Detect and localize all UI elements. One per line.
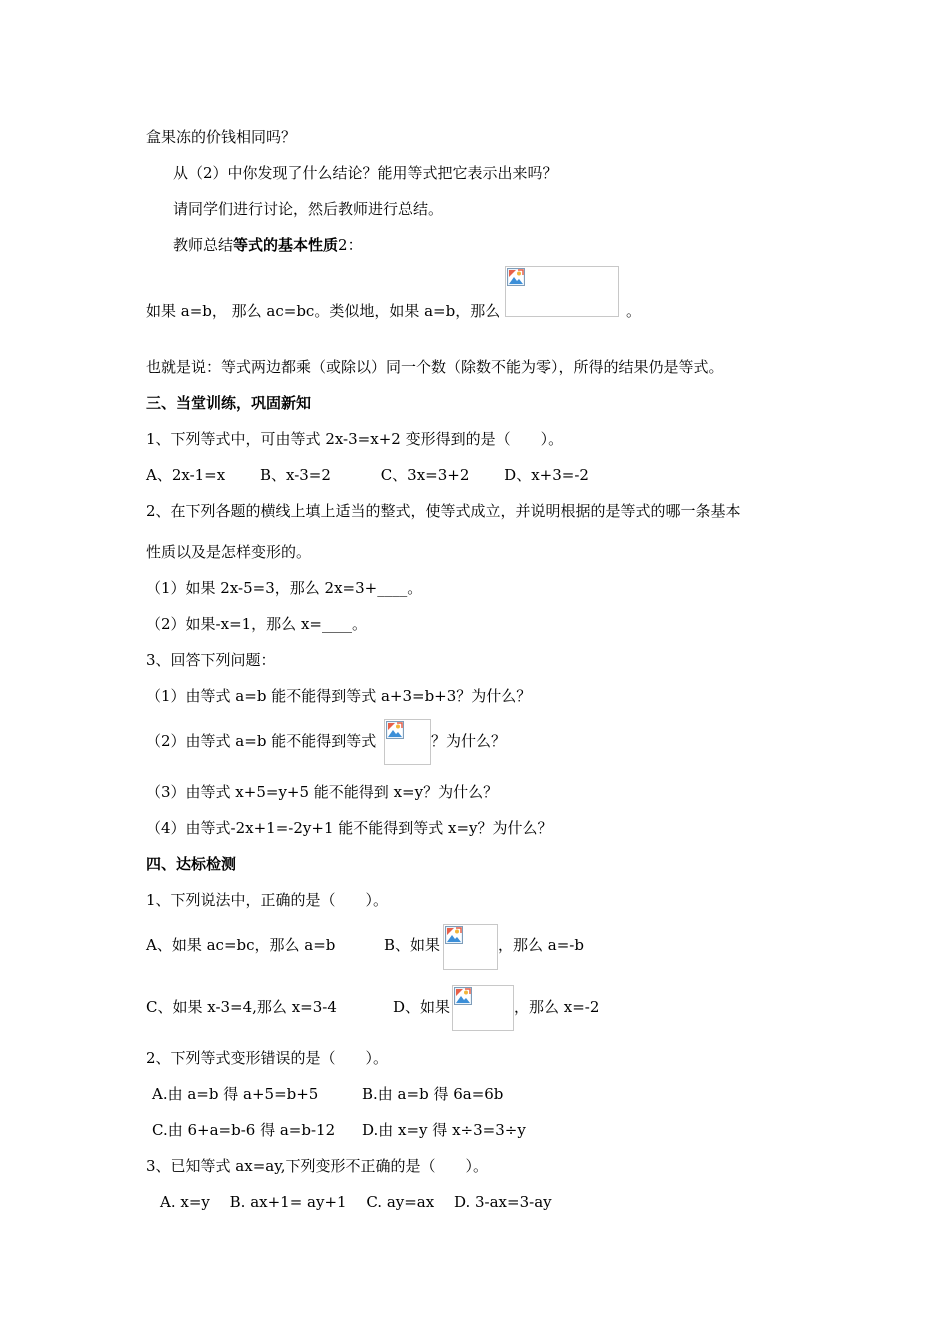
option-c: C.由 6+a=b-6 得 a=b-12 xyxy=(152,1121,336,1139)
option-a: A、如果 ac=bc，那么 a=b xyxy=(146,936,336,954)
broken-image-icon xyxy=(454,987,472,1005)
text-line: 也就是说：等式两边都乘（或除以）同一个数（除数不能为零），所得的结果仍是等式。 xyxy=(146,358,724,376)
text-line: 从（2）中你发现了什么结论？能用等式把它表示出来吗？ xyxy=(173,164,558,182)
sub-question: （4）由等式-2x+1=-2y+1 能不能得到等式 x=y？为什么？ xyxy=(146,819,553,837)
section-heading: 三、当堂训练，巩固新知 xyxy=(146,394,312,412)
text-run: 。 xyxy=(626,302,642,320)
text-line: 请同学们进行讨论，然后教师进行总结。 xyxy=(173,200,444,218)
text-run: 如果 a=b， 那么 ac=bc。类似地，如果 a=b，那么 xyxy=(146,302,501,320)
bold-term: 等式的基本性质 xyxy=(233,236,339,254)
question-continued: 性质以及是怎样变形的。 xyxy=(146,543,312,561)
text-run: 教师总结 xyxy=(173,236,234,254)
sub-question: （2）如果-x=1，那么 x=____。 xyxy=(146,615,367,633)
text-line: 盒果冻的价钱相同吗？ xyxy=(146,128,297,146)
question: 2、在下列各题的横线上填上适当的整式，使等式成立，并说明根据的是等式的哪一条基本 xyxy=(146,502,741,520)
sub-question: （1）由等式 a=b 能不能得到等式 a+3=b+3？为什么？ xyxy=(146,687,532,705)
broken-image-icon xyxy=(386,721,404,739)
question: 1、下列等式中，可由等式 2x-3=x+2 变形得到的是（ ）。 xyxy=(146,430,564,448)
broken-image-icon xyxy=(445,926,463,944)
sub-question: （1）如果 2x-5=3，那么 2x=3+____。 xyxy=(146,579,423,597)
text-run: ，那么 a=-b xyxy=(498,936,584,954)
question: 1、下列说法中，正确的是（ ）。 xyxy=(146,891,389,909)
text-run: ，那么 x=-2 xyxy=(514,998,600,1016)
question: 3、回答下列问题： xyxy=(146,651,276,669)
question: 3、已知等式 ax=ay,下列变形不正确的是（ ）。 xyxy=(146,1157,488,1175)
option-c: C、如果 x-3=4,那么 x=3-4 xyxy=(146,998,337,1016)
sub-question: （3）由等式 x+5=y+5 能不能得到 x=y？为什么？ xyxy=(146,783,499,801)
formula-image-placeholder xyxy=(443,924,498,970)
formula-image-placeholder xyxy=(505,266,619,317)
question: 2、下列等式变形错误的是（ ）。 xyxy=(146,1049,389,1067)
text-run: 2： xyxy=(338,236,363,254)
section-heading: 四、达标检测 xyxy=(146,855,237,873)
formula-image-placeholder xyxy=(384,719,431,765)
text-run: ？为什么？ xyxy=(431,732,507,750)
option-b: B、如果 xyxy=(384,936,441,954)
option-b: B.由 a=b 得 6a=6b xyxy=(362,1085,504,1103)
option-d: D、如果 xyxy=(393,998,451,1016)
options-line: A. x=y B. ax+1= ay+1 C. ay=ax D. 3-ax=3-ay xyxy=(160,1193,552,1211)
property-2-line xyxy=(173,235,363,255)
option-d: D.由 x=y 得 x÷3=3÷y xyxy=(362,1121,526,1139)
broken-image-icon xyxy=(507,268,525,286)
formula-image-placeholder xyxy=(452,985,514,1031)
text-run: （2）由等式 a=b 能不能得到等式 xyxy=(146,732,377,750)
options-line: A、2x-1=x B、x-3=2 C、3x=3+2 D、x+3=-2 xyxy=(146,466,589,484)
option-a: A.由 a=b 得 a+5=b+5 xyxy=(152,1085,319,1103)
